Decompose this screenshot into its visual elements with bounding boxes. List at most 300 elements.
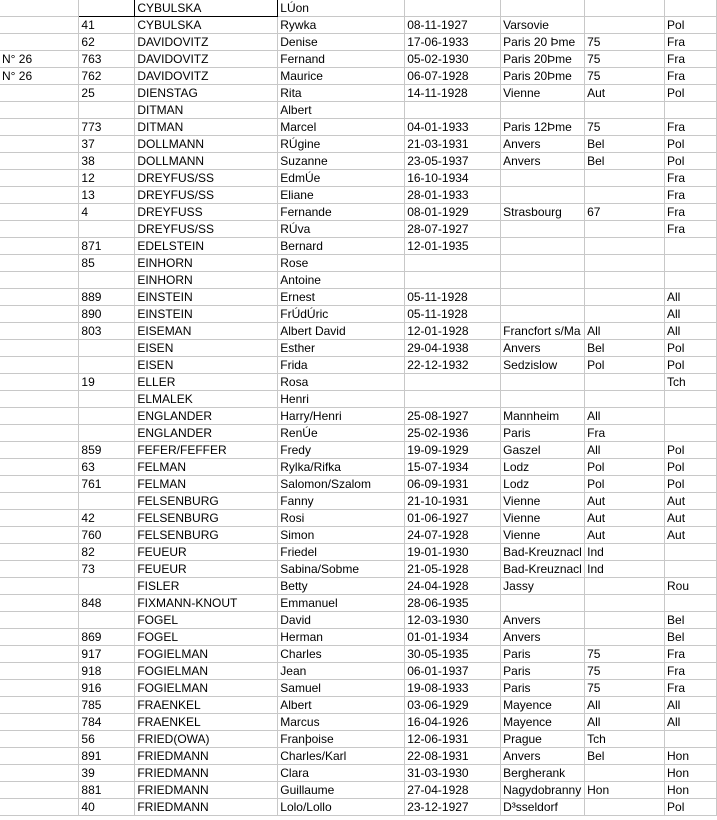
cell-birth-date[interactable]: 28-01-1933 <box>405 187 501 204</box>
cell-birth-date[interactable]: 03-06-1929 <box>405 697 501 714</box>
cell-nationality[interactable]: Pol <box>665 357 717 374</box>
cell-note[interactable] <box>0 136 79 153</box>
cell-birth-date[interactable]: 25-02-1936 <box>405 425 501 442</box>
cell-nationality[interactable] <box>665 391 717 408</box>
cell-nationality[interactable] <box>665 595 717 612</box>
cell-first-name[interactable]: Rywka <box>278 17 405 34</box>
cell-nationality[interactable] <box>665 102 717 119</box>
cell-department[interactable] <box>585 272 665 289</box>
cell-nationality[interactable] <box>665 561 717 578</box>
cell-department[interactable]: Bel <box>585 153 665 170</box>
cell-note[interactable] <box>0 357 79 374</box>
cell-birth-date[interactable]: 12-01-1935 <box>405 238 501 255</box>
cell-nationality[interactable]: Pol <box>665 799 717 816</box>
cell-department[interactable] <box>585 187 665 204</box>
cell-department[interactable]: Fra <box>585 425 665 442</box>
cell-nationality[interactable]: Pol <box>665 340 717 357</box>
cell-birth-date[interactable]: 19-09-1929 <box>405 442 501 459</box>
cell-birth-date[interactable]: 28-07-1927 <box>405 221 501 238</box>
cell-surname[interactable]: DOLLMANN <box>135 153 278 170</box>
cell-first-name[interactable]: Clara <box>278 765 405 782</box>
cell-nationality[interactable]: Pol <box>665 136 717 153</box>
cell-first-name[interactable]: Rita <box>278 85 405 102</box>
cell-department[interactable] <box>585 238 665 255</box>
cell-nationality[interactable]: Aut <box>665 527 717 544</box>
cell-note[interactable] <box>0 782 79 799</box>
cell-nationality[interactable] <box>665 731 717 748</box>
cell-first-name[interactable]: David <box>278 612 405 629</box>
cell-first-name[interactable]: Charles <box>278 646 405 663</box>
cell-surname[interactable]: DREYFUS/SS <box>135 187 278 204</box>
cell-surname[interactable]: FELSENBURG <box>135 510 278 527</box>
cell-birth-date[interactable]: 30-05-1935 <box>405 646 501 663</box>
cell-birth-date[interactable]: 16-10-1934 <box>405 170 501 187</box>
cell-department[interactable]: 75 <box>585 34 665 51</box>
cell-nationality[interactable]: Bel <box>665 612 717 629</box>
cell-nationality[interactable]: Pol <box>665 476 717 493</box>
cell-note[interactable] <box>0 493 79 510</box>
cell-first-name[interactable]: Denise <box>278 34 405 51</box>
cell-birth-date[interactable] <box>405 0 501 17</box>
cell-birth-date[interactable]: 17-06-1933 <box>405 34 501 51</box>
cell-birth-place[interactable]: Nagydobranny <box>501 782 585 799</box>
cell-surname[interactable]: EINSTEIN <box>135 289 278 306</box>
cell-first-name[interactable]: Simon <box>278 527 405 544</box>
cell-surname[interactable]: FRIED(OWA) <box>135 731 278 748</box>
cell-birth-place[interactable]: Paris <box>501 663 585 680</box>
cell-first-name[interactable]: Samuel <box>278 680 405 697</box>
cell-note[interactable] <box>0 561 79 578</box>
cell-number[interactable] <box>79 612 135 629</box>
cell-number[interactable]: 763 <box>79 51 135 68</box>
cell-number[interactable] <box>79 493 135 510</box>
cell-first-name[interactable]: Lolo/Lollo <box>278 799 405 816</box>
cell-first-name[interactable]: Henri <box>278 391 405 408</box>
cell-number[interactable]: 41 <box>79 17 135 34</box>
cell-birth-place[interactable]: Vienne <box>501 527 585 544</box>
cell-birth-place[interactable]: Varsovie <box>501 17 585 34</box>
cell-first-name[interactable]: Sabina/Sobme <box>278 561 405 578</box>
cell-surname[interactable]: DREYFUS/SS <box>135 221 278 238</box>
cell-surname[interactable]: DAVIDOVITZ <box>135 51 278 68</box>
cell-first-name[interactable]: Maurice <box>278 68 405 85</box>
cell-birth-date[interactable]: 23-12-1927 <box>405 799 501 816</box>
cell-nationality[interactable]: Pol <box>665 153 717 170</box>
cell-first-name[interactable]: Eliane <box>278 187 405 204</box>
cell-surname[interactable]: FOGEL <box>135 629 278 646</box>
cell-note[interactable] <box>0 153 79 170</box>
cell-nationality[interactable]: Fra <box>665 119 717 136</box>
cell-surname[interactable]: FRAENKEL <box>135 697 278 714</box>
cell-note[interactable] <box>0 85 79 102</box>
cell-department[interactable]: Pol <box>585 459 665 476</box>
cell-birth-date[interactable]: 12-03-1930 <box>405 612 501 629</box>
cell-surname[interactable]: EISEMAN <box>135 323 278 340</box>
cell-nationality[interactable] <box>665 425 717 442</box>
cell-first-name[interactable]: RenÚe <box>278 425 405 442</box>
cell-surname[interactable]: FRIEDMANN <box>135 748 278 765</box>
cell-number[interactable] <box>79 0 135 17</box>
cell-first-name[interactable]: Friedel <box>278 544 405 561</box>
cell-birth-date[interactable]: 24-04-1928 <box>405 578 501 595</box>
cell-number[interactable]: 881 <box>79 782 135 799</box>
cell-birth-place[interactable]: Jassy <box>501 578 585 595</box>
cell-surname[interactable]: FOGIELMAN <box>135 663 278 680</box>
cell-surname[interactable]: FEUEUR <box>135 544 278 561</box>
cell-birth-place[interactable]: Strasbourg <box>501 204 585 221</box>
cell-nationality[interactable]: Hon <box>665 782 717 799</box>
cell-note[interactable] <box>0 391 79 408</box>
cell-surname[interactable]: FRIEDMANN <box>135 799 278 816</box>
cell-nationality[interactable] <box>665 0 717 17</box>
cell-birth-date[interactable] <box>405 255 501 272</box>
cell-note[interactable] <box>0 629 79 646</box>
cell-birth-date[interactable]: 24-07-1928 <box>405 527 501 544</box>
cell-note[interactable] <box>0 289 79 306</box>
cell-number[interactable]: 869 <box>79 629 135 646</box>
cell-first-name[interactable]: Rosi <box>278 510 405 527</box>
cell-surname[interactable]: FIXMANN-KNOUT <box>135 595 278 612</box>
cell-birth-date[interactable] <box>405 391 501 408</box>
cell-birth-place[interactable]: Francfort s/Ma <box>501 323 585 340</box>
cell-number[interactable]: 82 <box>79 544 135 561</box>
cell-birth-place[interactable]: Anvers <box>501 612 585 629</box>
cell-birth-place[interactable]: Bad-Kreuznacl <box>501 544 585 561</box>
cell-surname[interactable]: EISEN <box>135 340 278 357</box>
cell-department[interactable]: Tch <box>585 731 665 748</box>
cell-surname[interactable]: FRAENKEL <box>135 714 278 731</box>
cell-number[interactable]: 85 <box>79 255 135 272</box>
cell-birth-place[interactable] <box>501 391 585 408</box>
cell-number[interactable]: 12 <box>79 170 135 187</box>
cell-number[interactable]: 889 <box>79 289 135 306</box>
cell-nationality[interactable]: Pol <box>665 17 717 34</box>
cell-note[interactable] <box>0 425 79 442</box>
cell-note[interactable] <box>0 374 79 391</box>
cell-nationality[interactable]: Bel <box>665 629 717 646</box>
cell-number[interactable] <box>79 357 135 374</box>
cell-birth-place[interactable]: Paris 20Þme <box>501 51 585 68</box>
cell-first-name[interactable]: Jean <box>278 663 405 680</box>
cell-nationality[interactable]: Fra <box>665 187 717 204</box>
cell-surname[interactable]: DREYFUSS <box>135 204 278 221</box>
cell-department[interactable]: 75 <box>585 51 665 68</box>
cell-birth-date[interactable]: 06-07-1928 <box>405 68 501 85</box>
cell-birth-date[interactable]: 01-06-1927 <box>405 510 501 527</box>
cell-number[interactable]: 4 <box>79 204 135 221</box>
cell-birth-date[interactable]: 05-02-1930 <box>405 51 501 68</box>
cell-first-name[interactable]: Ernest <box>278 289 405 306</box>
cell-first-name[interactable]: Antoine <box>278 272 405 289</box>
cell-note[interactable] <box>0 646 79 663</box>
cell-department[interactable] <box>585 102 665 119</box>
cell-nationality[interactable]: Pol <box>665 459 717 476</box>
cell-nationality[interactable]: Hon <box>665 748 717 765</box>
cell-first-name[interactable]: Fanny <box>278 493 405 510</box>
cell-department[interactable]: All <box>585 323 665 340</box>
cell-note[interactable] <box>0 731 79 748</box>
cell-surname[interactable]: EINSTEIN <box>135 306 278 323</box>
cell-note[interactable] <box>0 544 79 561</box>
cell-first-name[interactable]: Marcel <box>278 119 405 136</box>
cell-birth-place[interactable] <box>501 272 585 289</box>
cell-nationality[interactable] <box>665 544 717 561</box>
cell-department[interactable]: 75 <box>585 68 665 85</box>
cell-note[interactable] <box>0 442 79 459</box>
cell-birth-place[interactable] <box>501 289 585 306</box>
cell-department[interactable]: 75 <box>585 646 665 663</box>
cell-note[interactable] <box>0 255 79 272</box>
cell-number[interactable]: 891 <box>79 748 135 765</box>
cell-department[interactable]: Aut <box>585 85 665 102</box>
cell-note[interactable] <box>0 204 79 221</box>
cell-first-name[interactable]: Rylka/Rifka <box>278 459 405 476</box>
cell-nationality[interactable]: All <box>665 697 717 714</box>
cell-nationality[interactable] <box>665 255 717 272</box>
cell-department[interactable] <box>585 17 665 34</box>
cell-note[interactable] <box>0 680 79 697</box>
cell-note[interactable] <box>0 476 79 493</box>
cell-birth-date[interactable]: 28-06-1935 <box>405 595 501 612</box>
cell-first-name[interactable]: Salomon/Szalom <box>278 476 405 493</box>
cell-birth-date[interactable]: 14-11-1928 <box>405 85 501 102</box>
cell-birth-place[interactable]: Anvers <box>501 748 585 765</box>
cell-department[interactable] <box>585 374 665 391</box>
cell-surname[interactable]: EDELSTEIN <box>135 238 278 255</box>
cell-nationality[interactable]: Fra <box>665 51 717 68</box>
cell-number[interactable] <box>79 272 135 289</box>
cell-nationality[interactable]: Fra <box>665 663 717 680</box>
cell-surname[interactable]: EINHORN <box>135 272 278 289</box>
cell-first-name[interactable]: EdmÚe <box>278 170 405 187</box>
cell-note[interactable] <box>0 578 79 595</box>
cell-birth-date[interactable]: 05-11-1928 <box>405 289 501 306</box>
cell-note[interactable] <box>0 612 79 629</box>
cell-first-name[interactable]: Esther <box>278 340 405 357</box>
cell-birth-place[interactable]: Sedzislow <box>501 357 585 374</box>
cell-surname[interactable]: FOGIELMAN <box>135 680 278 697</box>
cell-birth-date[interactable]: 12-06-1931 <box>405 731 501 748</box>
cell-note[interactable] <box>0 0 79 17</box>
cell-note[interactable] <box>0 340 79 357</box>
cell-birth-place[interactable]: Lodz <box>501 476 585 493</box>
cell-nationality[interactable]: Hon <box>665 765 717 782</box>
cell-first-name[interactable]: Charles/Karl <box>278 748 405 765</box>
cell-department[interactable]: Aut <box>585 510 665 527</box>
cell-nationality[interactable] <box>665 408 717 425</box>
cell-department[interactable] <box>585 765 665 782</box>
cell-department[interactable]: 75 <box>585 119 665 136</box>
cell-nationality[interactable]: Fra <box>665 646 717 663</box>
cell-number[interactable]: 762 <box>79 68 135 85</box>
cell-note[interactable] <box>0 459 79 476</box>
cell-department[interactable]: Aut <box>585 493 665 510</box>
cell-department[interactable] <box>585 255 665 272</box>
cell-birth-date[interactable]: 21-10-1931 <box>405 493 501 510</box>
cell-nationality[interactable]: Pol <box>665 442 717 459</box>
cell-birth-place[interactable]: Anvers <box>501 136 585 153</box>
cell-surname[interactable]: ENGLANDER <box>135 425 278 442</box>
cell-first-name[interactable]: Rosa <box>278 374 405 391</box>
cell-birth-place[interactable]: Vienne <box>501 510 585 527</box>
cell-number[interactable]: 916 <box>79 680 135 697</box>
cell-first-name[interactable]: Betty <box>278 578 405 595</box>
cell-surname[interactable]: DOLLMANN <box>135 136 278 153</box>
cell-first-name[interactable]: LÚon <box>278 0 405 17</box>
cell-number[interactable]: 848 <box>79 595 135 612</box>
cell-birth-place[interactable]: Gaszel <box>501 442 585 459</box>
cell-first-name[interactable]: Fredy <box>278 442 405 459</box>
cell-department[interactable]: Bel <box>585 136 665 153</box>
cell-birth-place[interactable]: Paris 20 Þme <box>501 34 585 51</box>
cell-birth-date[interactable]: 29-04-1938 <box>405 340 501 357</box>
cell-birth-place[interactable]: Paris <box>501 680 585 697</box>
cell-birth-date[interactable]: 06-01-1937 <box>405 663 501 680</box>
cell-birth-place[interactable]: Paris <box>501 646 585 663</box>
cell-first-name[interactable]: Franþoise <box>278 731 405 748</box>
cell-birth-date[interactable] <box>405 374 501 391</box>
cell-first-name[interactable]: Albert <box>278 697 405 714</box>
cell-surname[interactable]: FEUEUR <box>135 561 278 578</box>
cell-department[interactable]: 67 <box>585 204 665 221</box>
cell-surname[interactable]: DITMAN <box>135 119 278 136</box>
cell-birth-date[interactable]: 08-01-1929 <box>405 204 501 221</box>
cell-note[interactable] <box>0 748 79 765</box>
cell-birth-date[interactable]: 05-11-1928 <box>405 306 501 323</box>
cell-surname[interactable]: FELSENBURG <box>135 527 278 544</box>
cell-birth-date[interactable]: 01-01-1934 <box>405 629 501 646</box>
cell-birth-place[interactable] <box>501 170 585 187</box>
cell-nationality[interactable]: Rou <box>665 578 717 595</box>
cell-number[interactable]: 39 <box>79 765 135 782</box>
cell-department[interactable] <box>585 595 665 612</box>
cell-nationality[interactable] <box>665 238 717 255</box>
cell-birth-date[interactable]: 06-09-1931 <box>405 476 501 493</box>
cell-birth-place[interactable]: Anvers <box>501 153 585 170</box>
cell-surname[interactable]: EINHORN <box>135 255 278 272</box>
cell-surname[interactable]: DREYFUS/SS <box>135 170 278 187</box>
cell-birth-date[interactable]: 15-07-1934 <box>405 459 501 476</box>
cell-first-name[interactable]: Bernard <box>278 238 405 255</box>
cell-number[interactable]: 917 <box>79 646 135 663</box>
cell-birth-place[interactable]: Bad-Kreuznacl <box>501 561 585 578</box>
cell-department[interactable] <box>585 629 665 646</box>
cell-number[interactable]: 40 <box>79 799 135 816</box>
cell-number[interactable]: 56 <box>79 731 135 748</box>
cell-number[interactable]: 803 <box>79 323 135 340</box>
cell-surname[interactable]: FELMAN <box>135 476 278 493</box>
cell-birth-place[interactable] <box>501 0 585 17</box>
cell-first-name[interactable]: FrÚdÚric <box>278 306 405 323</box>
cell-number[interactable]: 859 <box>79 442 135 459</box>
cell-first-name[interactable]: Albert <box>278 102 405 119</box>
cell-birth-date[interactable]: 08-11-1927 <box>405 17 501 34</box>
cell-first-name[interactable]: Herman <box>278 629 405 646</box>
cell-number[interactable]: 890 <box>79 306 135 323</box>
cell-note[interactable] <box>0 663 79 680</box>
cell-department[interactable] <box>585 221 665 238</box>
cell-department[interactable]: Pol <box>585 476 665 493</box>
cell-department[interactable] <box>585 612 665 629</box>
cell-first-name[interactable]: Harry/Henri <box>278 408 405 425</box>
cell-birth-date[interactable]: 27-04-1928 <box>405 782 501 799</box>
cell-birth-date[interactable]: 23-05-1937 <box>405 153 501 170</box>
cell-department[interactable]: Ind <box>585 544 665 561</box>
cell-surname[interactable]: DITMAN <box>135 102 278 119</box>
cell-birth-date[interactable]: 22-12-1932 <box>405 357 501 374</box>
cell-surname[interactable]: FOGEL <box>135 612 278 629</box>
cell-birth-place[interactable] <box>501 306 585 323</box>
cell-surname[interactable]: DIENSTAG <box>135 85 278 102</box>
cell-nationality[interactable]: All <box>665 323 717 340</box>
cell-department[interactable]: Aut <box>585 527 665 544</box>
cell-department[interactable]: Bel <box>585 340 665 357</box>
cell-department[interactable]: Ind <box>585 561 665 578</box>
cell-department[interactable]: Hon <box>585 782 665 799</box>
cell-birth-place[interactable]: Mayence <box>501 714 585 731</box>
cell-surname[interactable]: FELSENBURG <box>135 493 278 510</box>
cell-birth-place[interactable]: Anvers <box>501 340 585 357</box>
cell-department[interactable]: Pol <box>585 357 665 374</box>
cell-note[interactable] <box>0 34 79 51</box>
cell-nationality[interactable] <box>665 272 717 289</box>
cell-birth-date[interactable]: 25-08-1927 <box>405 408 501 425</box>
cell-birth-date[interactable]: 19-01-1930 <box>405 544 501 561</box>
cell-note[interactable] <box>0 697 79 714</box>
cell-birth-place[interactable] <box>501 374 585 391</box>
cell-surname[interactable]: DAVIDOVITZ <box>135 34 278 51</box>
cell-number[interactable] <box>79 221 135 238</box>
cell-number[interactable]: 761 <box>79 476 135 493</box>
cell-department[interactable]: 75 <box>585 680 665 697</box>
cell-department[interactable] <box>585 578 665 595</box>
cell-first-name[interactable]: Guillaume <box>278 782 405 799</box>
cell-number[interactable] <box>79 578 135 595</box>
cell-surname[interactable]: CYBULSKA <box>135 0 278 17</box>
cell-first-name[interactable]: Rose <box>278 255 405 272</box>
cell-note[interactable] <box>0 527 79 544</box>
cell-nationality[interactable]: Fra <box>665 680 717 697</box>
cell-birth-place[interactable]: Lodz <box>501 459 585 476</box>
cell-birth-place[interactable]: Vienne <box>501 85 585 102</box>
cell-birth-place[interactable] <box>501 255 585 272</box>
cell-birth-place[interactable]: Bergherank <box>501 765 585 782</box>
cell-birth-date[interactable]: 12-01-1928 <box>405 323 501 340</box>
cell-note[interactable]: N° 26 <box>0 68 79 85</box>
cell-department[interactable] <box>585 391 665 408</box>
cell-note[interactable] <box>0 272 79 289</box>
cell-first-name[interactable]: Fernande <box>278 204 405 221</box>
cell-department[interactable] <box>585 289 665 306</box>
cell-surname[interactable]: FRIEDMANN <box>135 782 278 799</box>
cell-birth-place[interactable] <box>501 187 585 204</box>
cell-birth-place[interactable]: Paris 20Þme <box>501 68 585 85</box>
cell-department[interactable]: All <box>585 408 665 425</box>
cell-birth-date[interactable]: 16-04-1926 <box>405 714 501 731</box>
cell-first-name[interactable]: RÚva <box>278 221 405 238</box>
cell-number[interactable]: 760 <box>79 527 135 544</box>
cell-department[interactable]: All <box>585 442 665 459</box>
cell-birth-date[interactable]: 19-08-1933 <box>405 680 501 697</box>
cell-birth-place[interactable]: Prague <box>501 731 585 748</box>
cell-note[interactable] <box>0 238 79 255</box>
cell-birth-place[interactable]: Paris <box>501 425 585 442</box>
cell-number[interactable]: 19 <box>79 374 135 391</box>
cell-surname[interactable]: ELLER <box>135 374 278 391</box>
cell-department[interactable]: All <box>585 714 665 731</box>
cell-note[interactable] <box>0 510 79 527</box>
cell-birth-place[interactable] <box>501 221 585 238</box>
